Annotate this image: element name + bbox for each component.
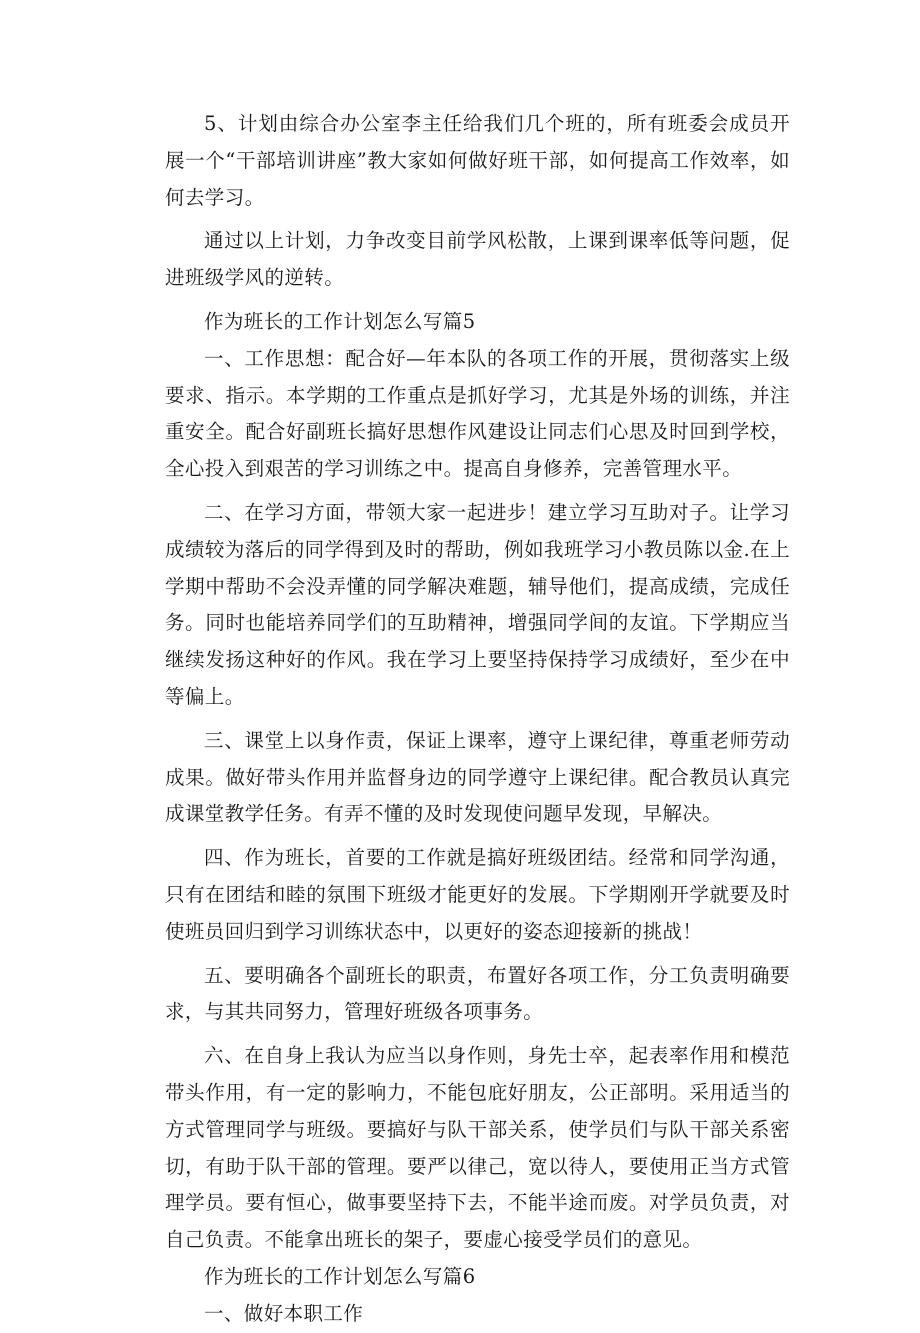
paragraph-self-discipline: 六、在自身上我认为应当以身作则，身先士卒，起表率作用和模范带头作用，有一定的影响力，不能包庇好朋友，公正部明。采用适当的方式管理同学与班级。要搞好与队干部关系，使学员们与队干部关系密切，有助于队干部的管理。要严以律己，宽以待人，要使用正当方式管理学员。要有恒心，做事要坚持下去，不能半途而废。对学员负责，对自己负责。不能拿出班长的架子，要虚心接受学员们的意见。: [165, 1044, 790, 1252]
paragraph-work-thinking: 一、工作思想：配合好—年本队的各项工作的开展，贯彻落实上级要求、指示。本学期的工作重点是抓好学习，尤其是外场的训练，并注重安全。配合好副班长搞好思想作风建设让同志们心思及时回到学校，全心投入到艰苦的学习训练之中。提高自身修养，完善管理水平。: [165, 346, 790, 481]
paragraph-study: 二、在学习方面，带领大家一起进步！建立学习互助对子。让学习成绩较为落后的同学得到及时的帮助，例如我班学习小教员陈以金.在上学期中帮助不会没弄懂的同学解决难题，辅导他们，提高成绩，完成任务。同时也能培养同学们的互助精神，增强同学间的友谊。下学期应当继续发扬这种好的作风。我在学习上要坚持保持学习成绩好，至少在中等偏上。: [165, 500, 790, 708]
paragraph-do-job-well: 一、做好本职工作: [204, 1301, 364, 1325]
paragraph-vice-monitors: 五、要明确各个副班长的职责，布置好各项工作，分工负责明确要求，与其共同努力，管理好班级各项事务。: [165, 963, 790, 1024]
paragraph-item-5: 5、计划由综合办公室李主任给我们几个班的，所有班委会成员开展一个“干部培训讲座”教大家如何做好班干部，如何提高工作效率，如何去学习。: [165, 112, 790, 209]
section-heading-5: 作为班长的工作计划怎么写篇5: [204, 309, 476, 333]
paragraph-classroom: 三、课堂上以身作责，保证上课率，遵守上课纪律，尊重老师劳动成果。做好带头作用并监督身边的同学遵守上课纪律。配合教员认真完成课堂教学任务。有弄不懂的及时发现使问题早发现，早解决。: [165, 728, 790, 826]
paragraph-class-unity: 四、作为班长，首要的工作就是搞好班级团结。经常和同学沟通，只有在团结和睦的氛围下班级才能更好的发展。下学期刚开学就要及时使班员回归到学习训练状态中，以更好的姿态迎接新的挑战！: [165, 846, 790, 943]
document-body: [165, 106, 790, 1333]
paragraph-summary: 通过以上计划，力争改变目前学风松散，上课到课率低等问题，促进班级学风的逆转。: [165, 229, 790, 290]
section-heading-6: 作为班长的工作计划怎么写篇6: [204, 1264, 476, 1288]
